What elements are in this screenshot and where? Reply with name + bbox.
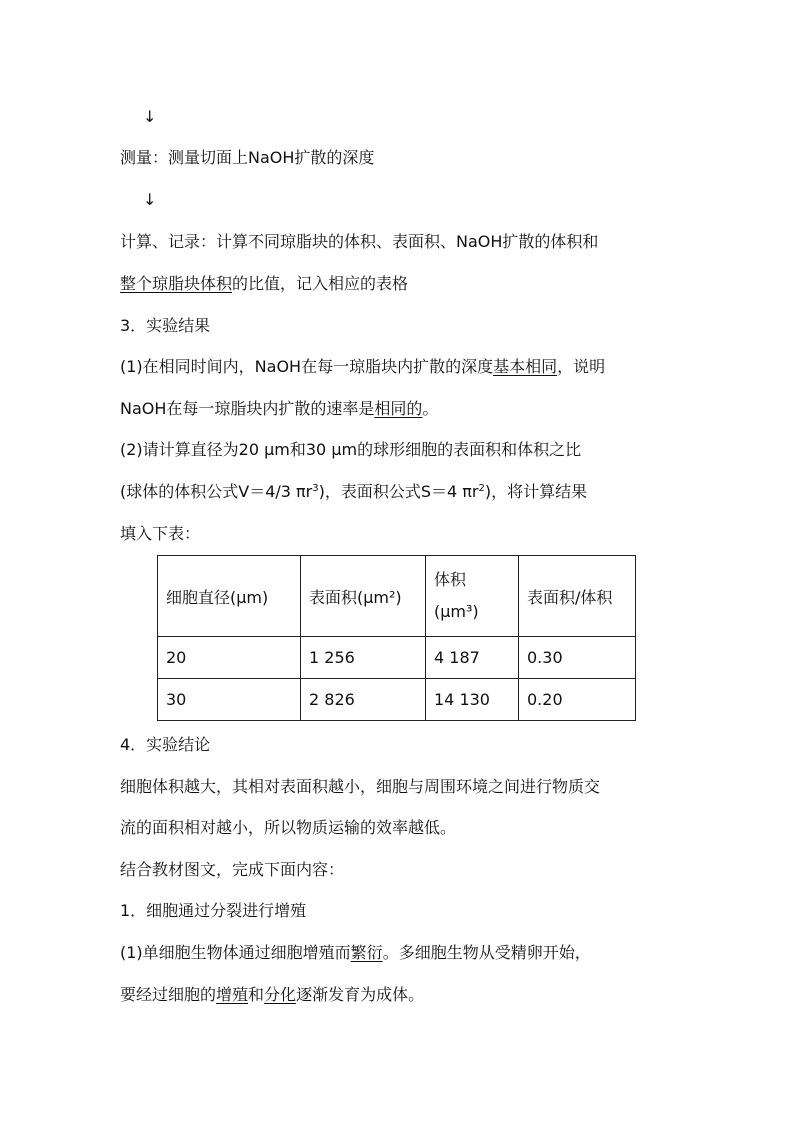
blank-answer: 基本相同 <box>493 357 558 376</box>
blank-answer: 分化 <box>264 985 297 1004</box>
calc-step-cont: 整个琼脂块体积的比值，记入相应的表格 <box>120 274 409 293</box>
flow-arrow: ↓ <box>143 107 157 126</box>
table-header-cell: 细胞直径(μm) <box>158 556 301 637</box>
table-cell: 1 256 <box>301 637 426 679</box>
table-header-cell: 体积 (μm³) <box>426 556 519 637</box>
flow-arrow: ↓ <box>143 190 157 209</box>
table-cell: 0.20 <box>519 679 636 721</box>
table-cell: 14 130 <box>426 679 519 721</box>
fill-table-prompt: 填入下表： <box>120 524 201 543</box>
conclusion-para-cont: 流的面积相对越小，所以物质运输的效率越低。 <box>120 818 457 837</box>
result-para: (1)在相同时间内，NaOH在每一琼脂块内扩散的深度基本相同，说明 <box>120 357 606 376</box>
calc-step: 计算、记录：计算不同琼脂块的体积、表面积、NaOH扩散的体积和 <box>120 232 599 251</box>
formula-line: (球体的体积公式V＝4/3 $\pi r^3$)，表面积公式S＝4 $\pi r^2$)，将计算结果 <box>120 482 588 501</box>
table-cell: 4 187 <box>426 637 519 679</box>
result-para-cont: NaOH在每一琼脂块内扩散的速率是相同的。 <box>120 399 439 418</box>
blank-answer: 相同的 <box>374 399 423 418</box>
section-heading: 1．细胞通过分裂进行增殖 <box>120 901 307 920</box>
table-header-cell: 表面积(μm²) <box>301 556 426 637</box>
division-para: (1)单细胞生物体通过细胞增殖而繁衍。多细胞生物从受精卵开始， <box>120 943 591 962</box>
results-table <box>157 555 636 721</box>
table-cell: 2 826 <box>301 679 426 721</box>
intro-line: 结合教材图文，完成下面内容： <box>120 860 345 879</box>
table-cell: 0.30 <box>519 637 636 679</box>
table-header-row <box>158 556 636 637</box>
division-para-cont: 要经过细胞的增殖和分化逐渐发育为成体。 <box>120 985 425 1004</box>
blank-answer: 整个琼脂块体积 <box>120 274 233 293</box>
measure-step: 测量：测量切面上NaOH扩散的深度 <box>120 148 375 167</box>
section-heading: 4．实验结论 <box>120 735 211 754</box>
table-cell: 30 <box>158 679 301 721</box>
section-heading: 3．实验结果 <box>120 316 211 335</box>
table-row <box>158 637 636 679</box>
conclusion-para: 细胞体积越大，其相对表面积越小，细胞与周围环境之间进行物质交 <box>120 777 601 796</box>
table-cell: 20 <box>158 637 301 679</box>
calc-question: (2)请计算直径为20 μm和30 μm的球形细胞的表面积和体积之比 <box>120 440 582 459</box>
blank-answer: 增殖 <box>216 985 249 1004</box>
table-header-cell: 表面积/体积 <box>519 556 636 637</box>
table-row <box>158 679 636 721</box>
blank-answer: 繁衍 <box>350 943 383 962</box>
